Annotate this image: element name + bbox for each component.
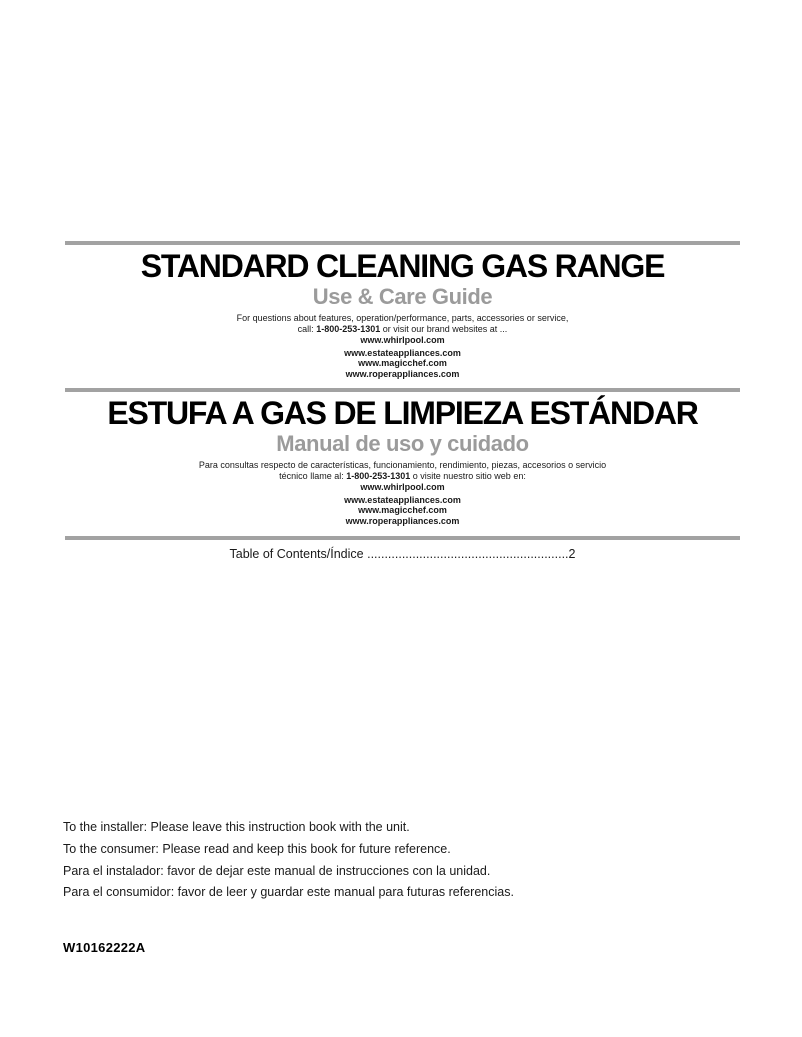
note-installer-en: To the installer: Please leave this instruction book with the unit. (63, 820, 410, 834)
english-contact-info (65, 313, 740, 379)
spanish-call-suffix: o visite nuestro sitio web en: (410, 471, 526, 481)
english-call-suffix: or visit our brand websites at ... (380, 324, 508, 334)
spanish-contact-line1: Para consultas respecto de características, funcionamiento, rendimiento, piezas, accesorios o servicio (198, 460, 607, 470)
toc-dot-leader: .......................................................... (367, 547, 569, 561)
website-whirlpool: www.whirlpool.com (360, 482, 445, 492)
toc-label: Table of Contents/Índice (229, 547, 368, 561)
divider-rule-middle (65, 388, 740, 392)
spanish-contact-info (65, 460, 740, 526)
spanish-website-list (65, 482, 740, 526)
spanish-subtitle: Manual de uso y cuidado (276, 431, 529, 456)
spanish-call-prefix: técnico llame al: (279, 471, 347, 481)
website-estateappliances: www.estateappliances.com (344, 347, 461, 358)
spanish-section (65, 395, 740, 526)
toc-page-number: 2 (568, 547, 576, 561)
spanish-phone-number: 1-800-253-1301 (346, 471, 411, 481)
divider-rule-bottom (65, 536, 740, 540)
note-installer-es: Para el instalador: favor de dejar este manual de instrucciones con la unidad. (63, 863, 491, 878)
english-section (65, 248, 740, 379)
document-part-number: W10162222A (63, 940, 146, 955)
website-whirlpool: www.whirlpool.com (360, 335, 445, 345)
english-title: STANDARD CLEANING GAS RANGE (140, 248, 665, 284)
english-website-list (65, 335, 740, 379)
english-contact-line1: For questions about features, operation/performance, parts, accessories or service, (236, 313, 569, 323)
english-subtitle: Use & Care Guide (312, 284, 493, 309)
spanish-title: ESTUFA A GAS DE LIMPIEZA ESTÁNDAR (107, 395, 698, 431)
english-call-prefix: call: (297, 324, 317, 334)
installer-consumer-notes (63, 817, 514, 904)
note-consumer-en: To the consumer: Please read and keep this book for future reference. (63, 841, 451, 856)
website-roperappliances: www.roperappliances.com (345, 368, 460, 379)
website-roperappliances: www.roperappliances.com (345, 515, 460, 526)
english-phone-number: 1-800-253-1301 (316, 324, 381, 334)
note-consumer-es: Para el consumidor: favor de leer y guardar este manual para futuras referencias. (63, 885, 514, 900)
table-of-contents-entry (65, 547, 740, 561)
spanish-contact-line2 (65, 471, 740, 482)
divider-rule-top (65, 241, 740, 245)
website-estateappliances: www.estateappliances.com (344, 494, 461, 505)
english-contact-line2 (65, 324, 740, 335)
website-magicchef: www.magicchef.com (358, 358, 447, 368)
website-magicchef: www.magicchef.com (358, 505, 447, 515)
